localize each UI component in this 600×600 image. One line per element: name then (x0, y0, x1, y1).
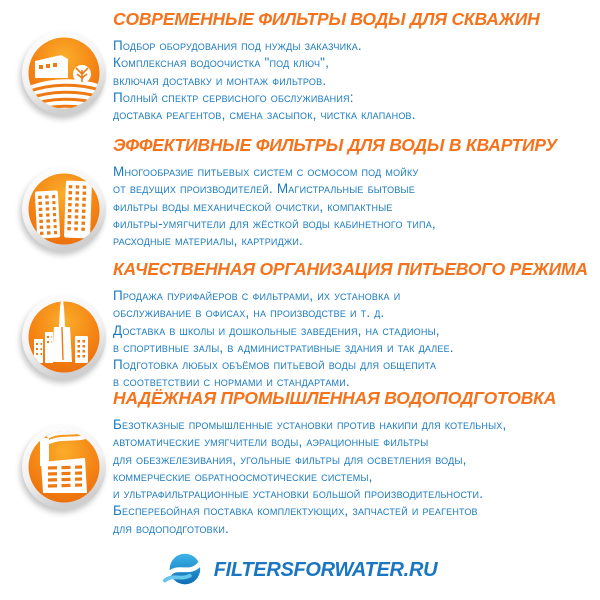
body-line: Комплексная водоочистка "под ключ", (113, 55, 330, 71)
body-line: для водоподготовки. (113, 520, 229, 536)
section-heading: КАЧЕСТВЕННАЯ ОРГАНИЗАЦИЯ ПИТЬЕВОГО РЕЖИМА (113, 259, 588, 279)
body-line: обслуживание в офисах, на производстве и т. д. (113, 305, 385, 321)
body-line: Подбор оборудования под нужды заказчика. (113, 38, 362, 53)
body-line: Многообразие питьевых систем с осмосом под мойку (113, 164, 419, 179)
body-line: фильтры-умягчители для жёсткой воды кабинетного типа, (113, 215, 436, 231)
section-body (113, 163, 595, 249)
body-line: Бесперебойная поставка комплектующих, запчастей и реагентов (113, 503, 478, 519)
apartment-buildings-icon (21, 166, 107, 252)
body-line: фильтры воды механической очистки, компактные (113, 198, 393, 214)
section-heading: ЭФФЕКТИВНЫЕ ФИЛЬТРЫ ДЛЯ ВОДЫ В КВАРТИРУ (113, 135, 557, 155)
body-line: Доставка в школы и дошкольные заведения, на стадионы, (113, 322, 440, 338)
body-line: коммерческие обратноосмотические системы, (113, 468, 373, 484)
body-line: доставка реагентов, смена засыпок, чистка клапанов. (113, 107, 416, 123)
section-body (113, 416, 595, 537)
farm-house-icon (21, 30, 107, 116)
section-heading: СОВРЕМЕННЫЕ ФИЛЬТРЫ ВОДЫ ДЛЯ СКВАЖИН (113, 9, 540, 29)
section-drinking-regime (113, 259, 595, 391)
body-line: включая доставку и монтаж фильтров. (113, 72, 327, 88)
city-skyline-icon (21, 294, 107, 380)
water-wave-logo-icon (163, 550, 205, 590)
body-line: в соответствии с нормами и стандартами. (113, 374, 350, 390)
section-industrial (113, 388, 595, 537)
section-wells (113, 9, 595, 123)
body-line: расходные материалы, картриджи. (113, 233, 304, 249)
body-line: в спортивные залы, в административные здания и так далее. (113, 339, 454, 355)
body-line: Продажа пурифайеров с фильтрами, их установка и (113, 288, 401, 303)
site-logo[interactable] (0, 548, 600, 592)
site-name: FILTERSFORWATER.RU (213, 558, 438, 581)
factory-icon (21, 424, 107, 510)
body-line: Безотказные промышленные установки против накипи для котельных, (113, 417, 507, 432)
body-line: и ультрафильтрационные установки большой производительности. (113, 486, 484, 502)
body-line: автоматические умягчители воды, аэрационные фильтры (113, 434, 429, 450)
body-line: Полный спектр сервисного обслуживания: (113, 89, 354, 105)
body-line: Подготовка любых объёмов питьевой воды для общепита (113, 357, 437, 373)
section-body (113, 287, 595, 391)
section-heading: НАДЁЖНАЯ ПРОМЫШЛЕННАЯ ВОДОПОДГОТОВКА (113, 388, 557, 408)
section-apartment (113, 135, 595, 249)
body-line: для обезжелезивания, угольные фильтры для осветления воды, (113, 451, 467, 467)
section-body (113, 37, 595, 123)
body-line: от ведущих производителей. Магистральные бытовые (113, 181, 415, 197)
